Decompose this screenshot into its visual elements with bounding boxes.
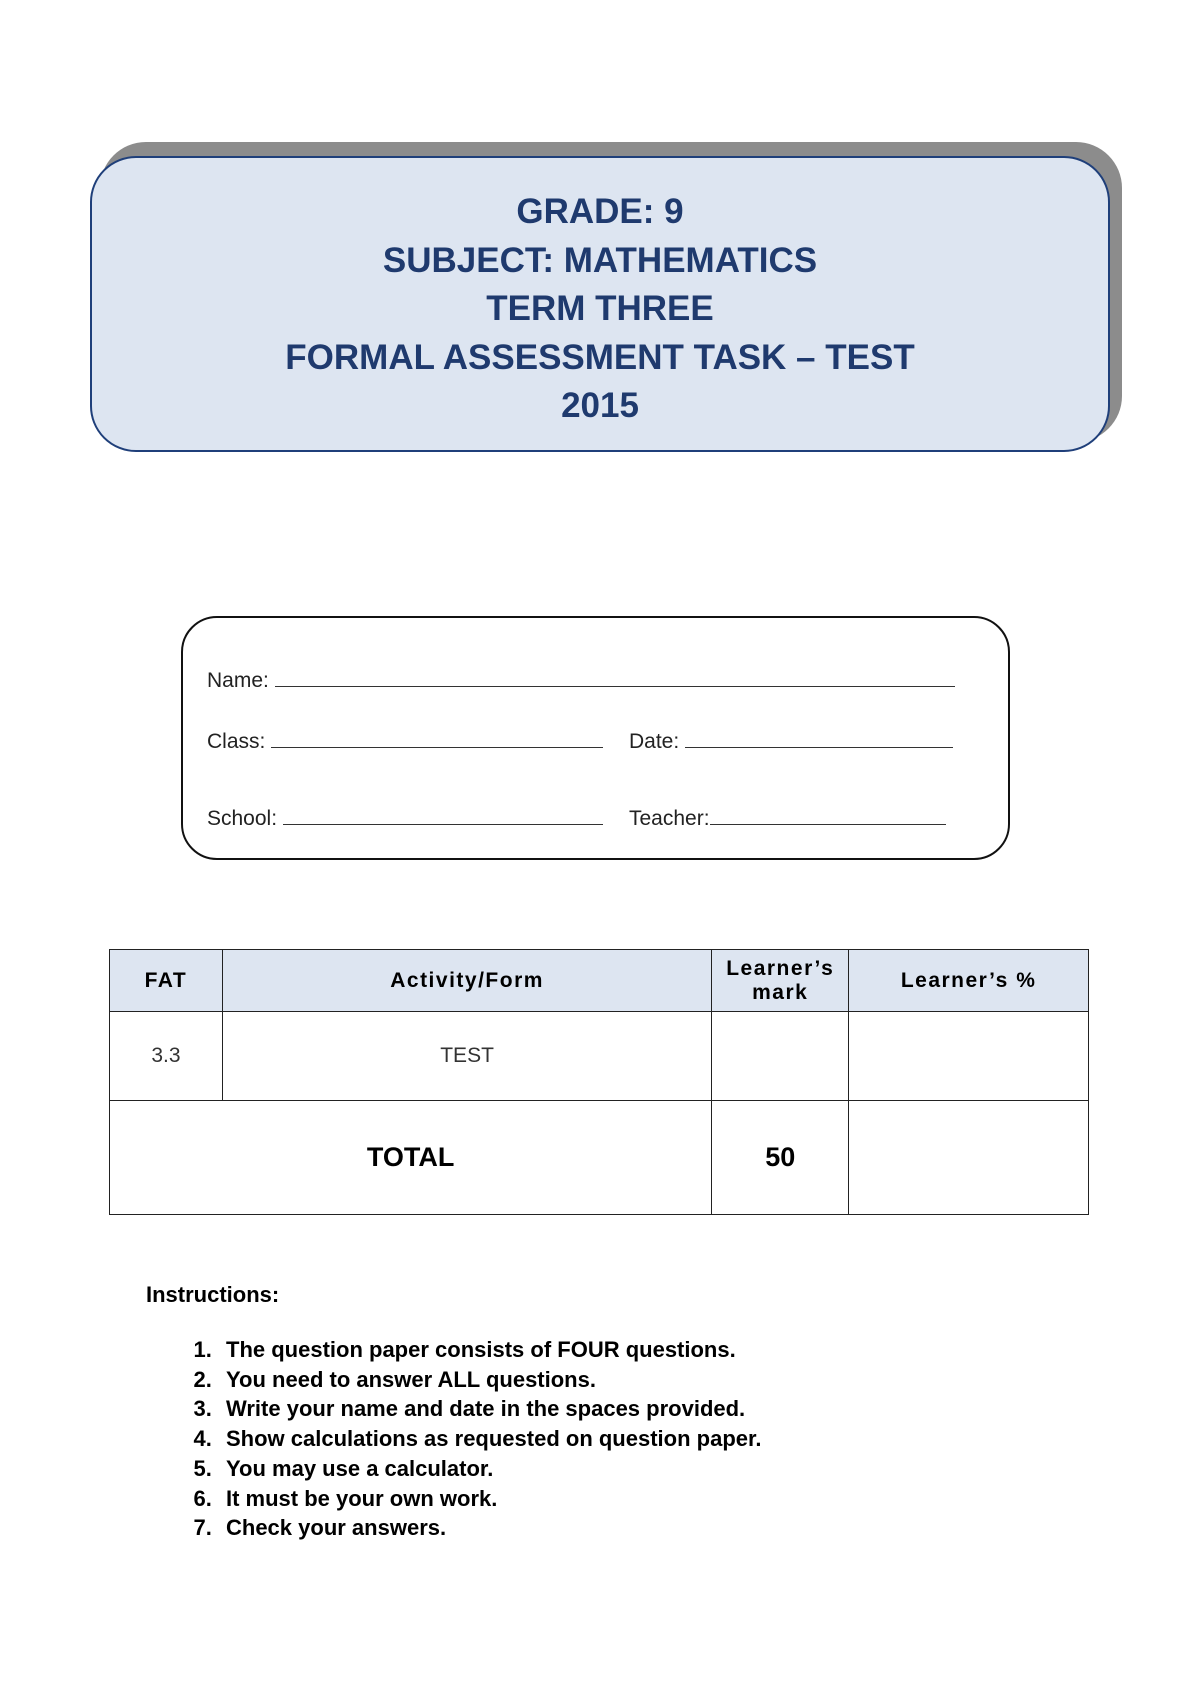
learner-details-box — [181, 616, 1010, 860]
teacher-field[interactable] — [629, 806, 946, 831]
cell-activity: TEST — [222, 1012, 711, 1101]
assessment-table — [109, 949, 1089, 1215]
list-item: 4. Show calculations as requested on question paper. — [218, 1424, 761, 1454]
instructions-list — [146, 1335, 761, 1543]
teacher-label: Teacher: — [629, 807, 710, 830]
list-item: 6. It must be your own work. — [218, 1484, 761, 1514]
year-heading: 2015 — [561, 386, 639, 425]
instructions-title: Instructions: — [146, 1282, 280, 1307]
total-percent[interactable] — [849, 1101, 1089, 1215]
date-line[interactable] — [685, 729, 953, 748]
task-heading: FORMAL ASSESSMENT TASK – TEST — [285, 337, 915, 377]
school-label: School: — [207, 807, 278, 830]
class-label: Class: — [207, 730, 266, 753]
date-label: Date: — [629, 730, 680, 753]
subject-heading: SUBJECT: MATHEMATICS — [382, 240, 818, 280]
list-item: 1. The question paper consists of FOUR questions. — [218, 1335, 761, 1365]
teacher-line[interactable] — [710, 806, 946, 825]
header-fat: FAT — [110, 950, 223, 1012]
total-mark: 50 — [712, 1101, 849, 1215]
table-header-row — [110, 950, 1089, 1012]
term-heading: TERM THREE — [486, 289, 714, 328]
title-banner — [90, 156, 1110, 452]
list-item: 7. Check your answers. — [218, 1513, 761, 1543]
table-row — [110, 1012, 1089, 1101]
class-line[interactable] — [271, 729, 603, 748]
cell-fat: 3.3 — [110, 1012, 223, 1101]
cell-percent[interactable] — [849, 1012, 1089, 1101]
list-item: 2. You need to answer ALL questions. — [218, 1365, 761, 1395]
total-row — [110, 1101, 1089, 1215]
header-activity: Activity/Form — [222, 950, 711, 1012]
school-field[interactable] — [207, 806, 603, 831]
total-label: TOTAL — [110, 1101, 712, 1215]
header-learner-percent: Learner’s % — [849, 950, 1089, 1012]
school-line[interactable] — [283, 806, 603, 825]
list-item: 5. You may use a calculator. — [218, 1454, 761, 1484]
name-line[interactable] — [275, 668, 955, 687]
list-item: 3. Write your name and date in the spaces provided. — [218, 1394, 761, 1424]
date-field[interactable] — [629, 729, 953, 754]
header-learner-mark: Learner’s mark — [712, 950, 849, 1012]
cell-mark[interactable] — [712, 1012, 849, 1101]
class-field[interactable] — [207, 729, 603, 754]
name-field[interactable] — [207, 668, 955, 693]
grade-heading: GRADE: 9 — [516, 192, 684, 231]
name-label: Name: — [207, 669, 269, 692]
